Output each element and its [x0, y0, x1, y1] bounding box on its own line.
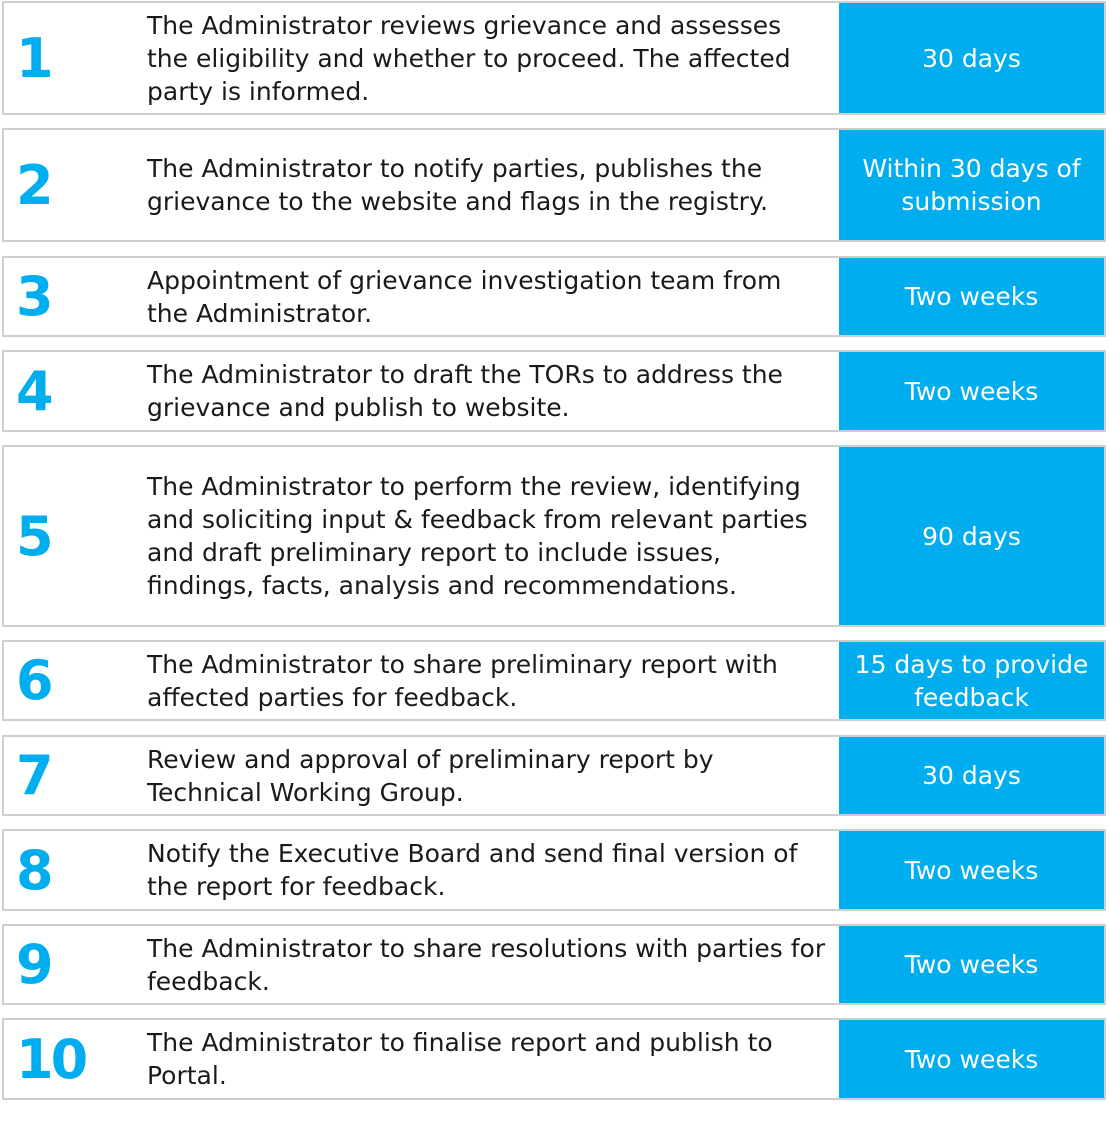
step-timeframe: Two weeks	[839, 258, 1104, 335]
step-description: The Administrator to perform the review, identifying and soliciting input & feedback from relevant parties and draft preliminary report to include issues, findings, facts, analysis and recommendations.	[147, 472, 808, 600]
step-timeframe: 30 days	[839, 3, 1104, 113]
step-description: The Administrator to share resolutions with parties for feedback.	[147, 933, 826, 996]
step-description: The Administrator to share preliminary report with affected parties for feedback.	[147, 649, 778, 712]
step-description: The Administrator reviews grievance and assesses the eligibility and whether to proceed. The affected party is informed.	[147, 10, 791, 106]
step-number: 5	[16, 504, 51, 568]
step-number: 9	[16, 933, 51, 996]
step-number: 3	[16, 265, 51, 328]
step-row-6	[2, 640, 1106, 721]
step-timeframe: Within 30 days of submission	[839, 130, 1104, 240]
step-description: The Administrator to notify parties, publishes the grievance to the website and flags in the registry.	[147, 154, 769, 216]
step-row-2	[2, 128, 1106, 242]
step-number: 10	[16, 1027, 86, 1091]
step-number: 1	[16, 26, 51, 90]
step-timeframe: Two weeks	[839, 352, 1104, 430]
step-row-3	[2, 256, 1106, 337]
step-timeframe: Two weeks	[839, 926, 1104, 1003]
step-timeframe: Two weeks	[839, 831, 1104, 909]
step-description: The Administrator to draft the TORs to address the grievance and publish to website.	[147, 360, 783, 422]
step-number: 8	[16, 838, 51, 902]
step-row-9	[2, 924, 1106, 1005]
step-timeframe: 15 days to provide feedback	[839, 642, 1104, 719]
step-row-8	[2, 829, 1106, 911]
step-timeframe: Two weeks	[839, 1020, 1104, 1098]
step-description: The Administrator to finalise report and publish to Portal.	[147, 1028, 773, 1090]
step-row-4	[2, 350, 1106, 432]
step-description: Notify the Executive Board and send final version of the report for feedback.	[147, 839, 798, 901]
step-row-5	[2, 445, 1106, 627]
step-row-1	[2, 1, 1106, 115]
step-number: 6	[16, 649, 51, 712]
step-row-7	[2, 735, 1106, 816]
step-description: Appointment of grievance investigation team from the Administrator.	[147, 265, 782, 328]
step-number: 4	[16, 359, 51, 423]
step-row-10	[2, 1018, 1106, 1100]
step-description: Review and approval of preliminary report by Technical Working Group.	[147, 744, 714, 807]
step-number: 2	[16, 153, 51, 217]
step-timeframe: 30 days	[839, 737, 1104, 814]
step-timeframe: 90 days	[839, 447, 1104, 625]
step-number: 7	[16, 744, 51, 807]
